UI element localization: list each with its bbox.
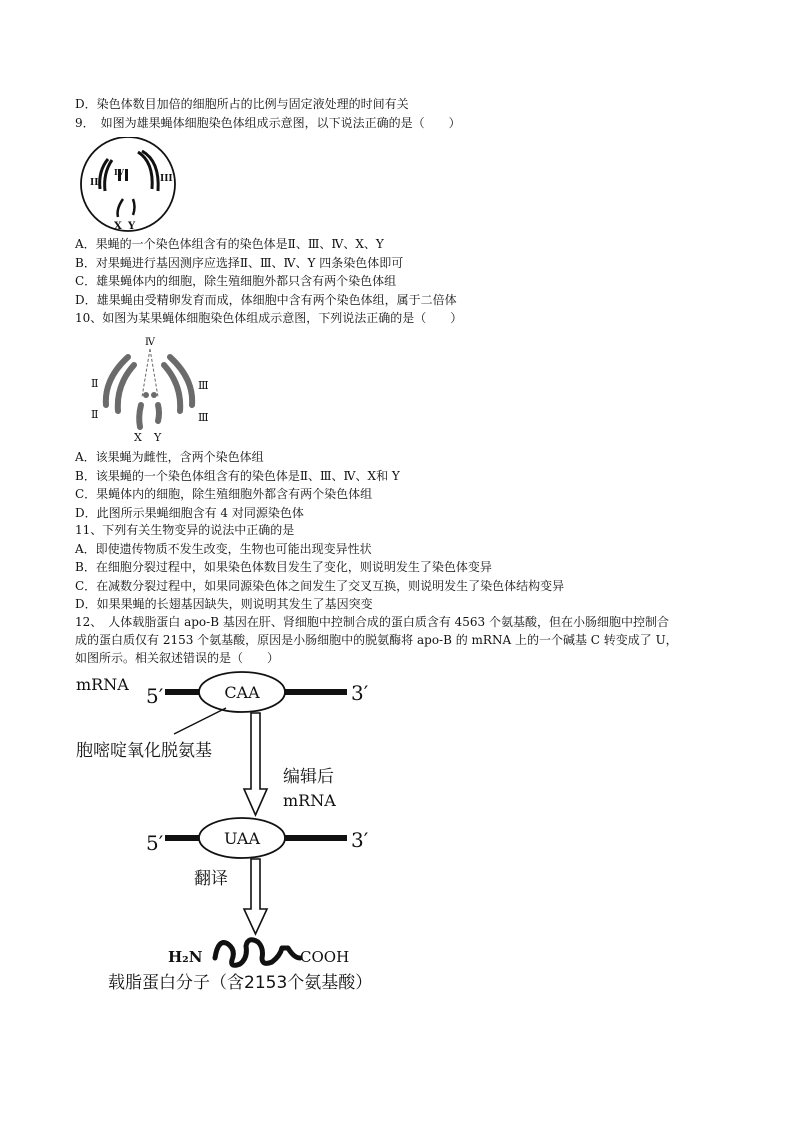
q9-label-iv: IV <box>114 167 124 177</box>
q10-label-x: X <box>134 431 142 444</box>
q9-option-d: D．雄果蝇由受精卵发育而成，体细胞中含有两个染色体组，属于二倍体 <box>75 293 457 307</box>
q8-option-d: D．染色体数目加倍的细胞所占的比例与固定液处理的时间有关 <box>75 97 409 111</box>
q12-mrna-editing-diagram <box>70 668 400 998</box>
q12-three-prime-bottom: 3′ <box>351 828 369 852</box>
q11-option-b: B．在细胞分裂过程中，如果染色体数目发生了变化，则说明发生了染色体变异 <box>75 560 492 574</box>
q12-stem-line-3: 如图所示。相关叙述错误的是（ ） <box>75 651 280 665</box>
q10-label-ii: Ⅱ <box>91 377 99 390</box>
q12-three-prime-top: 3′ <box>351 681 369 705</box>
q12-edited-label-1: 编辑后 <box>283 767 334 787</box>
q9-label-iii: III <box>160 174 173 184</box>
q10-label-iii: Ⅲ <box>198 379 209 392</box>
q10-label-y: Y <box>154 431 162 444</box>
q11-option-c: C．在减数分裂过程中，如果同源染色体之间发生了交叉互换，则说明发生了染色体结构变异 <box>75 579 565 593</box>
q11-option-d: D．如果果蝇的长翅基因缺失，则说明其发生了基因突变 <box>75 597 373 611</box>
q9-chromosome-figure <box>78 137 180 233</box>
q12-n-terminus: H₂N <box>168 948 203 966</box>
q10-stem: 10、如图为某果蝇体细胞染色体组成示意图，下列说法正确的是（ ） <box>75 311 463 325</box>
q10-option-d: D．此图所示果蝇细胞含有 4 对同源染色体 <box>75 506 304 520</box>
q9-label-x: X <box>114 221 122 232</box>
q10-option-b: B．该果蝇的一个染色体组含有的染色体是Ⅱ、Ⅲ、Ⅳ、X和 Y <box>75 469 400 483</box>
q12-stem-line-1: 12、 人体载脂蛋白 apo-B 基因在肝、肾细胞中控制合成的蛋白质含有 4563 个氨基酸，但在小肠细胞中控制合 <box>75 615 670 629</box>
q9-option-c: C．雄果蝇体内的细胞，除生殖细胞外都只含有两个染色体组 <box>75 274 397 288</box>
q11-option-a: A．即使遗传物质不发生改变，生物也可能出现变异性状 <box>75 542 372 556</box>
q10-label-iii-lower: Ⅲ <box>198 411 209 424</box>
q10-label-iv: Ⅳ <box>145 337 155 348</box>
q12-protein-label: 载脂蛋白分子（含2153个氨基酸） <box>108 973 373 993</box>
q10-label-ii-lower: Ⅱ <box>91 408 99 421</box>
q12-enzyme-label: 胞嘧啶氧化脱氨基 <box>76 741 212 761</box>
q12-stem-line-2: 成的蛋白质仅有 2153 个氨基酸，原因是小肠细胞中的脱氨酶将 apo-B 的 mRNA 上的一个碱基 C 转变成了 U， <box>75 633 678 647</box>
q12-five-prime-bottom: 5′ <box>146 831 164 855</box>
q9-option-b: B．对果蝇进行基因测序应选择Ⅱ、Ⅲ、Ⅳ、Y 四条染色体即可 <box>75 256 404 270</box>
q12-edited-label-2: mRNA <box>283 791 336 810</box>
q12-five-prime-top: 5′ <box>146 684 164 708</box>
q12-translation-label: 翻译 <box>194 869 228 889</box>
q10-option-a: A．该果蝇为雌性，含两个染色体组 <box>75 450 264 464</box>
q9-label-ii: II <box>90 178 99 188</box>
q9-label-y: Y <box>128 221 136 232</box>
q9-option-a: A．果蝇的一个染色体组含有的染色体是Ⅱ、Ⅲ、Ⅳ、X、Y <box>75 237 384 251</box>
q12-codon-caa: CAA <box>224 683 260 702</box>
q12-c-terminus: COOH <box>300 948 350 966</box>
q10-option-c: C．果蝇体内的细胞，除生殖细胞外都含有两个染色体组 <box>75 487 373 501</box>
q10-chromosome-figure <box>88 335 214 445</box>
q11-stem: 11、下列有关生物变异的说法中正确的是 <box>75 523 295 537</box>
q12-codon-uaa: UAA <box>223 829 261 848</box>
q12-mrna-label: mRNA <box>76 675 129 694</box>
q9-stem: 9． 如图为雄果蝇体细胞染色体组成示意图，以下说法正确的是（ ） <box>75 116 461 130</box>
